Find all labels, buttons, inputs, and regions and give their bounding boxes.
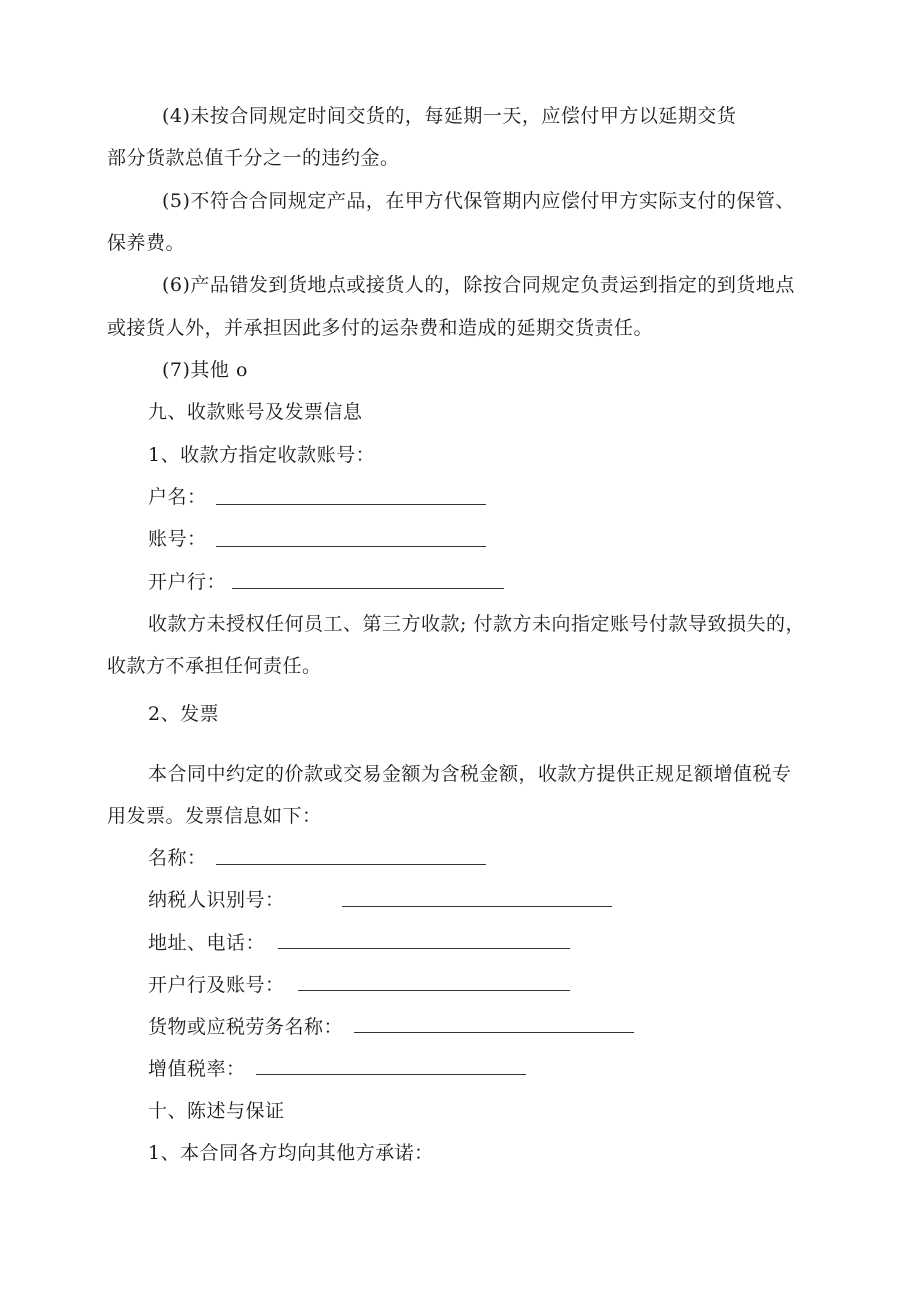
section-9-sub1: 1、收款方指定收款账号： — [148, 444, 376, 466]
bank-label: 开户行： — [148, 571, 227, 593]
disclaimer-line-1: 收款方未授权任何员工、第三方收款; 付款方未向指定账号付款导致损失的， — [148, 613, 805, 635]
clause-5-line-2: 保养费。 — [107, 232, 186, 254]
clause-4-line-1: (4)未按合同规定时间交货的，每延期一天，应偿付甲方以延期交货 — [162, 105, 737, 127]
vat-rate-blank[interactable] — [256, 1074, 526, 1075]
section-9-heading: 九、收款账号及发票信息 — [148, 401, 363, 423]
bank-account-label: 开户行及账号： — [148, 974, 285, 996]
invoice-name-label: 名称： — [148, 847, 207, 869]
clause-6-line-2: 或接货人外，并承担因此多付的运杂费和造成的延期交货责任。 — [107, 317, 654, 339]
invoice-heading: 2、发票 — [148, 703, 220, 725]
vat-rate-label: 增值税率： — [148, 1058, 246, 1080]
goods-name-blank[interactable] — [354, 1032, 634, 1033]
bank-account-blank[interactable] — [298, 990, 570, 991]
account-number-label: 账号： — [148, 528, 207, 550]
disclaimer-line-2: 收款方不承担任何责任。 — [107, 655, 322, 677]
account-name-label: 户名： — [148, 486, 207, 508]
clause-5-line-1: (5)不符合合同规定产品，在甲方代保管期内应偿付甲方实际支付的保管、 — [162, 190, 795, 212]
bank-blank[interactable] — [232, 588, 504, 589]
section-10-heading: 十、陈述与保证 — [148, 1100, 285, 1122]
invoice-text-line-2: 用发票。发票信息如下： — [107, 805, 322, 827]
goods-name-label: 货物或应税劳务名称： — [148, 1016, 344, 1038]
section-10-sub1: 1、本合同各方均向其他方承诺： — [148, 1142, 434, 1164]
invoice-text-line-1: 本合同中约定的价款或交易金额为含税金额，收款方提供正规足额增值税专 — [148, 763, 792, 785]
address-phone-blank[interactable] — [278, 948, 570, 949]
clause-7: (7)其他 o — [162, 359, 248, 381]
taxpayer-id-label: 纳税人识别号： — [148, 889, 285, 911]
address-phone-label: 地址、电话： — [148, 932, 266, 954]
clause-6-line-1: (6)产品错发到货地点或接货人的，除按合同规定负责运到指定的到货地点 — [162, 274, 795, 296]
taxpayer-id-blank[interactable] — [342, 906, 612, 907]
account-name-blank[interactable] — [216, 504, 486, 505]
account-number-blank[interactable] — [216, 546, 486, 547]
clause-4-line-2: 部分货款总值千分之一的违约金。 — [107, 147, 400, 169]
invoice-name-blank[interactable] — [216, 864, 486, 865]
